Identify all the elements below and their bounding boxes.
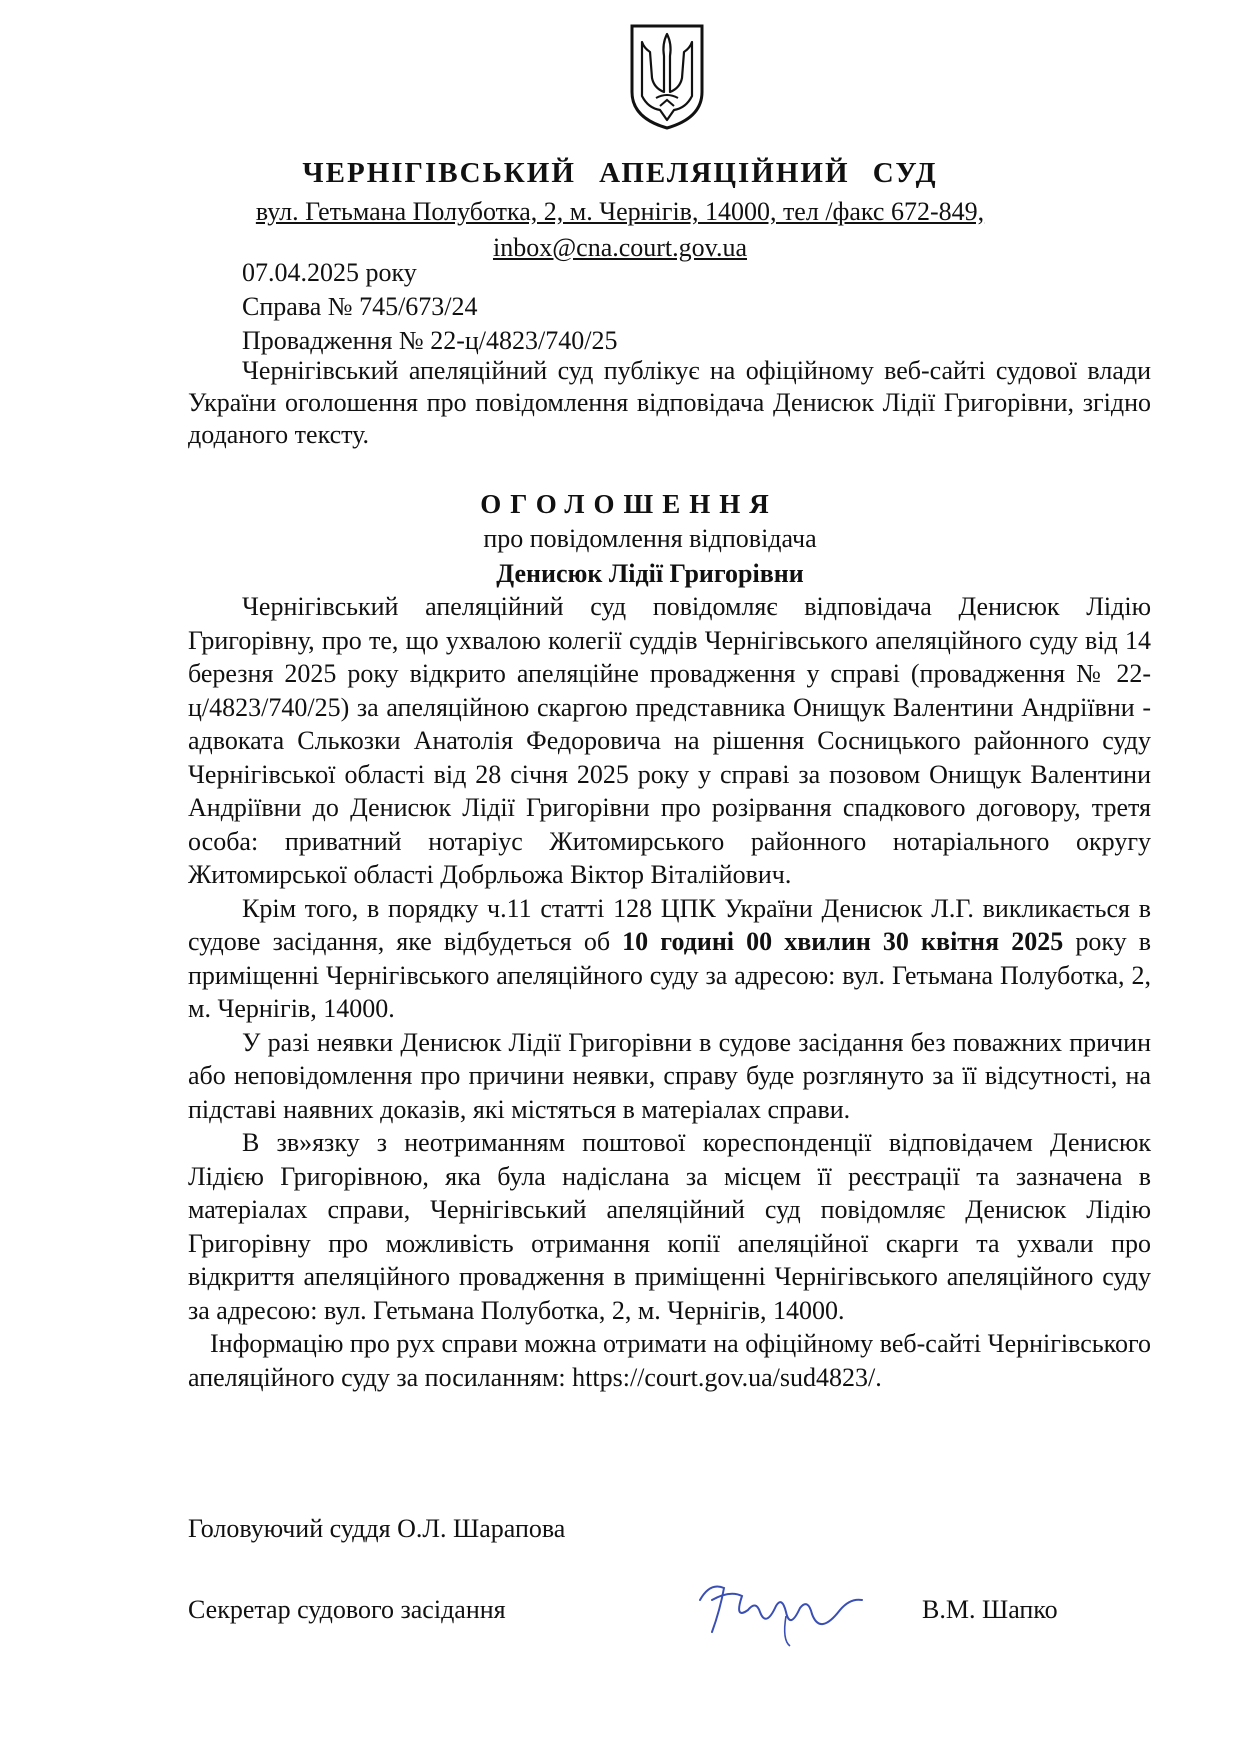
secretary-label: Секретар судового засідання	[188, 1595, 506, 1624]
p2-text-c: року в приміщенні Чернігівського апеляційного суду за адресою: вул. Гетьмана Полуботка, 2, м. Чернігів, 14000.	[188, 927, 1151, 1023]
court-address	[0, 194, 1240, 266]
proceeding-number: Провадження № 22-ц/4823/740/25	[242, 326, 618, 355]
notice-title: ОГОЛОШЕННЯ	[480, 489, 778, 519]
body-paragraph-1: Чернігівський апеляційний суд повідомляє відповідача Денисюк Лідію Григорівну, про те, що ухвалою колегії суддів Чернігівського апеляційного суду від 14 березня 2025 року відкрито апеляційне провадження у справі (провадження № 22-ц/4823/740/25) за апеляційною скаргою представника Онищук Валентини Андріївни - адвоката Слькозки Анатолія Федоровича на рішення Сосницького районного суду Чернігівської області від 28 січня 2025 року у справі за позовом Онищук Валентини Андріївни до Денисюк Лідії Григорівни про розірвання спадкового договору, третя особа: приватний нотаріус Житомирського районного нотаріального округу Житомирської області Добрльожа Віктор Віталійович.	[188, 592, 1151, 889]
body-paragraph-4: В зв»язку з неотриманням поштової кореспонденції відповідачем Денисюк Лідією Григорівною, яка була надіслана за місцем її реєстрації та зазначена в матеріалах справи, Чернігівський апеляційний суд повідомляє Денисюк Лідію Григорівну про можливість отримання копії апеляційної скарги та ухвали про відкриття апеляційного провадження в приміщенні Чернігівського апеляційного суду за адресою: вул. Гетьмана Полуботка, 2, м. Чернігів, 14000.	[188, 1128, 1151, 1325]
document-date: 07.04.2025 року	[242, 258, 417, 287]
secretary-name: В.М. Шапко	[922, 1595, 1058, 1624]
court-name: ЧЕРНІГІВСЬКИЙ АПЕЛЯЦІЙНИЙ СУД	[302, 157, 938, 189]
email-link[interactable]: inbox@cna.court.gov.ua	[492, 233, 748, 262]
case-number: Справа № 745/673/24	[242, 292, 478, 321]
address-line: вул. Гетьмана Полуботка, 2, м. Чернігів, 14000, тел /факс 672-849,	[255, 197, 985, 226]
handwritten-signature	[690, 1570, 870, 1650]
p2-text-a: Крім того, в порядку ч.11 статті 128 ЦПК України Денисюк Л.Г. викликається в судове засідання, яке відбудеться об	[188, 893, 1151, 956]
body-paragraph-2	[188, 892, 1151, 1026]
court-header	[0, 154, 1240, 266]
body-paragraph-5: Інформацію про рух справи можна отримати на офіційному веб-сайті Чернігівського апеляційного суду за посиланням: https://court.gov.ua/sud4823/.	[188, 1329, 1151, 1392]
hearing-datetime: 10 годині 00 хвилин 30 квітня 2025	[622, 927, 1064, 956]
notice-body	[188, 590, 1151, 1394]
notice-heading	[0, 486, 1240, 592]
intro-paragraph: Чернігівський апеляційний суд публікує на офіційному веб-сайті судової влади України оголошення про повідомлення відповідача Денисюк Лідії Григорівни, згідно доданого тексту.	[188, 356, 1151, 449]
notice-subtitle: про повідомлення відповідача	[483, 524, 817, 553]
notice-defendant-name: Денисюк Лідії Григорівни	[496, 559, 804, 588]
body-paragraph-3: У разі неявки Денисюк Лідії Григорівни в судове засідання без поважних причин або неповідомлення про причини неявки, справу буде розглянуто за її відсутності, на підставі наявних доказів, які містяться в матеріалах справи.	[188, 1027, 1151, 1124]
presiding-judge: Головуючий суддя О.Л. Шарапова	[188, 1514, 566, 1543]
tryzub-emblem-icon	[628, 22, 706, 132]
document-meta	[242, 256, 617, 358]
